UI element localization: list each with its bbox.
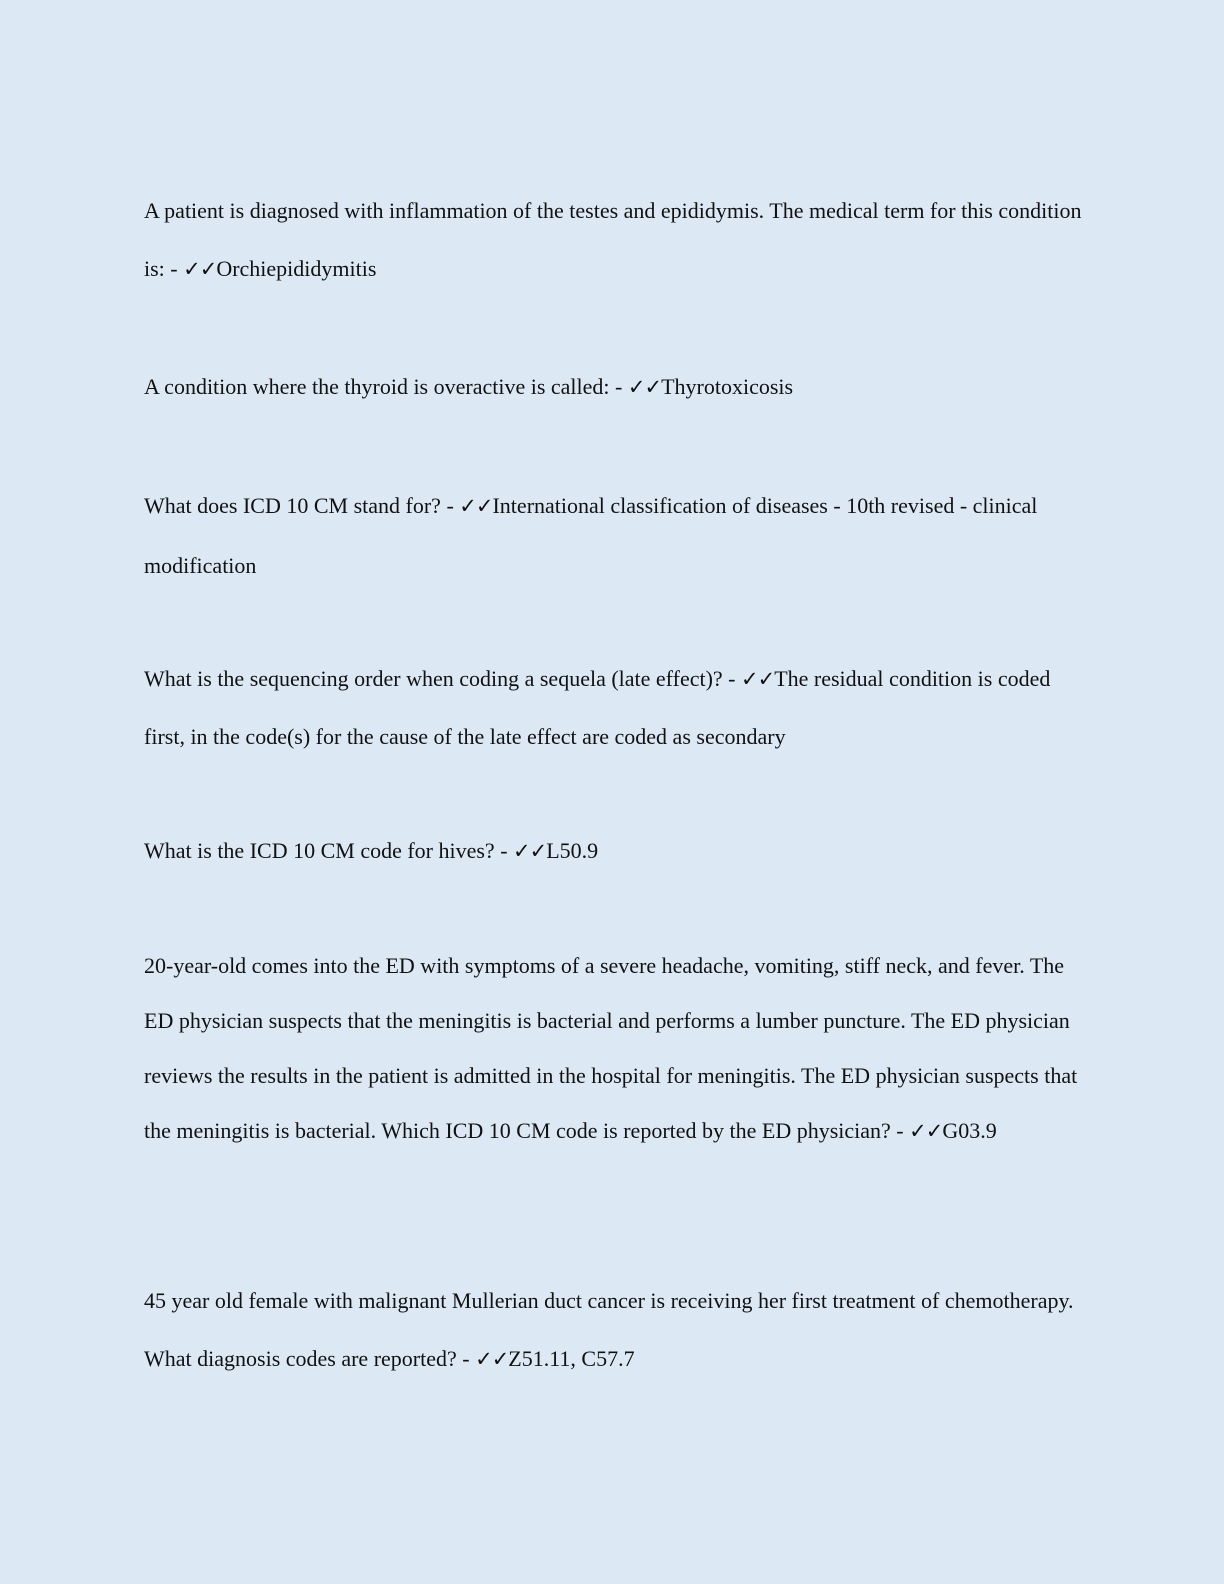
- double-check-icon: ✓✓: [459, 494, 493, 518]
- answer-text: Orchiepididymitis: [216, 256, 377, 281]
- qa-item: [144, 182, 1084, 298]
- qa-item: [144, 358, 1084, 416]
- qa-item: [144, 476, 1084, 596]
- double-check-icon: ✓✓: [513, 839, 547, 863]
- question-text: What does ICD 10 CM stand for? -: [144, 493, 460, 518]
- qa-item: [144, 650, 1084, 766]
- question-text: What is the ICD 10 CM code for hives? -: [144, 838, 514, 863]
- answer-text: G03.9: [942, 1118, 997, 1143]
- double-check-icon: ✓✓: [627, 375, 662, 399]
- answer-text: L50.9: [546, 838, 599, 863]
- answer-text: The residual condition is coded first, in the code(s) for the cause of the late effect are coded as secondary: [144, 666, 1051, 749]
- answer-text: Z51.11, C57.7: [508, 1346, 635, 1371]
- double-check-icon: ✓✓: [909, 1119, 943, 1143]
- double-check-icon: ✓✓: [741, 667, 775, 691]
- double-check-icon: ✓✓: [183, 257, 217, 281]
- double-check-icon: ✓✓: [475, 1347, 509, 1371]
- question-text: 20-year-old comes into the ED with symptoms of a severe headache, vomiting, stiff neck, and fever. The ED physician suspects that the meningitis is bacterial and performs a lumber puncture. The ED physician reviews the results in the patient is admitted in the hospital for meningitis. The ED physician suspects that the meningitis is bacterial. Which ICD 10 CM code is reported by the ED physician? -: [144, 953, 1078, 1143]
- question-text: A condition where the thyroid is overactive is called: -: [144, 374, 628, 399]
- qa-item: [144, 822, 1084, 880]
- page-content: [144, 0, 1084, 1584]
- question-text: What is the sequencing order when coding a sequela (late effect)? -: [144, 666, 741, 691]
- question-text: A patient is diagnosed with inflammation of the testes and epididymis. The medical term for this condition is: -: [144, 198, 1082, 281]
- qa-item: [144, 1272, 1084, 1388]
- answer-text: Thyrotoxicosis: [661, 374, 794, 399]
- answer-text: International classification of diseases - 10th revised - clinical modification: [144, 493, 1038, 578]
- question-text: 45 year old female with malignant Mullerian duct cancer is receiving her first treatment of chemotherapy. What diagnosis codes are reported? -: [144, 1288, 1074, 1371]
- qa-item: [144, 938, 1084, 1159]
